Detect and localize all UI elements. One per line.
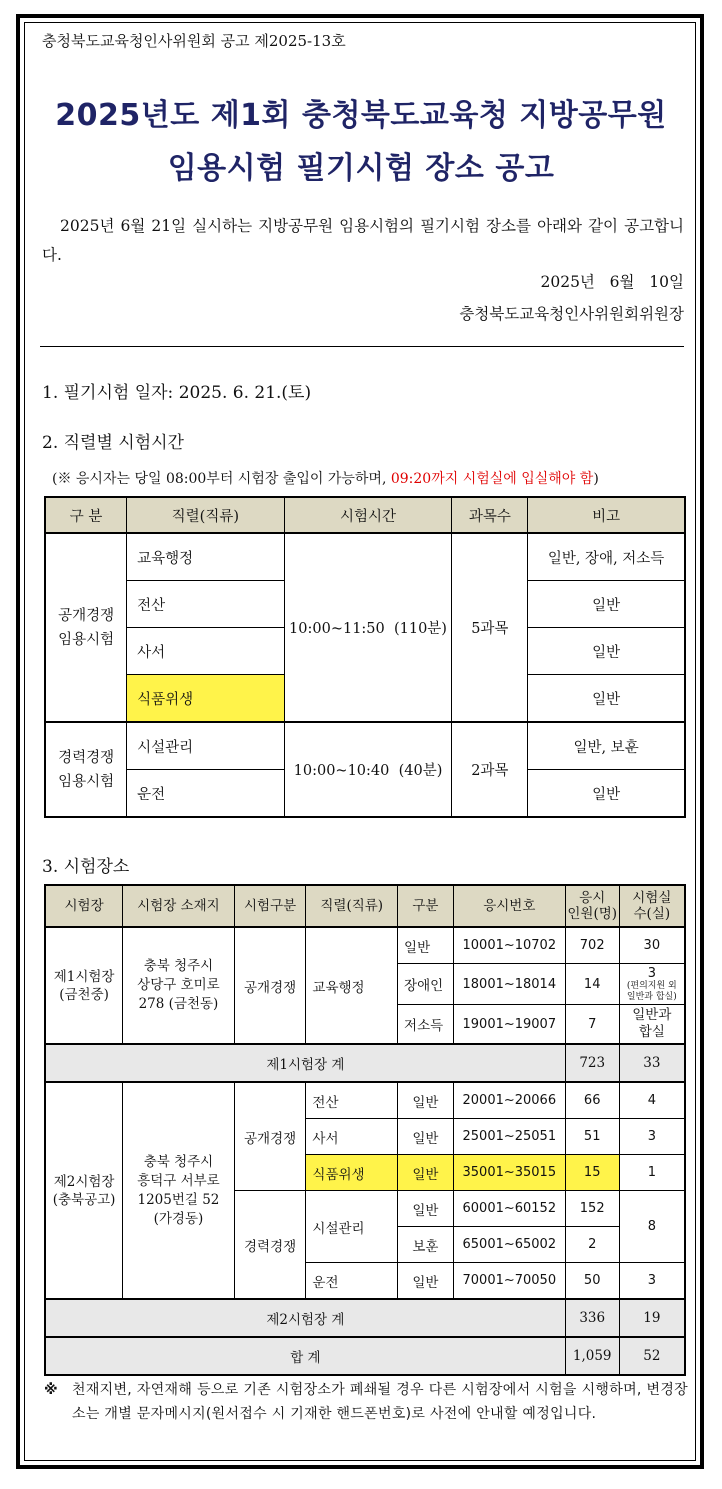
group-open-label: 공개경쟁 임용시험: [45, 533, 127, 722]
col-site: 시험장: [45, 885, 123, 927]
range-cell: 60001~60152: [453, 1191, 565, 1227]
rooms-cell: 1: [619, 1155, 685, 1191]
site1-type: 공개경쟁: [234, 927, 306, 1044]
col-rooms: 시험실 수(실): [619, 885, 685, 927]
footnote-text: 천재지변, 자연재해 등으로 기존 시험장소가 폐쇄될 경우 다른 시험장에서 시험을 시행하며, 변경장소는 개별 문자메시지(원서접수 시 기재한 핸드폰번호)로 사전에 안내할 예정입니다.: [72, 1382, 688, 1422]
cat-cell: 일반: [398, 927, 454, 964]
series-cell: 전산: [306, 1082, 398, 1119]
rooms-cell: 일반과 합실: [619, 1005, 685, 1045]
exam-time-table: [44, 496, 686, 818]
rooms-cell: 30: [619, 927, 685, 964]
entry-note: (※ 응시자는 당일 08:00부터 시험장 출입이 가능하며, 09:20까지 시험실에 입실해야 함): [52, 471, 599, 487]
remark-cell: 일반: [528, 675, 685, 723]
exam-site-table: [44, 884, 686, 1376]
table-row: [45, 533, 685, 581]
count-cell: 14: [565, 964, 619, 1005]
rooms-cell: 4: [619, 1082, 685, 1119]
remark-cell: 일반: [528, 581, 685, 628]
table-row: [45, 1082, 685, 1119]
time-cell: 10:00~10:40 (40분): [284, 722, 452, 817]
col-type: 시험구분: [234, 885, 306, 927]
page-title-line1: 2025년도 제1회 충청북도교육청 지방공무원: [55, 98, 667, 133]
cat-cell: 일반: [398, 1191, 454, 1227]
col-series: 직렬(직류): [127, 497, 284, 533]
total-row: [45, 1337, 685, 1375]
total-rooms: 52: [619, 1337, 685, 1375]
count-cell: 15: [565, 1155, 619, 1191]
site1-name: 제1시험장 (금천중): [45, 927, 123, 1044]
range-cell: 25001~25051: [453, 1119, 565, 1155]
subtotal-rooms: 19: [619, 1299, 685, 1337]
series-cell: 교육행정: [127, 533, 284, 581]
site2-type-career: 경력경쟁: [234, 1191, 306, 1300]
remark-cell: 일반: [528, 770, 685, 818]
subjects-cell: 2과목: [452, 722, 528, 817]
page-title-line2: 임용시험 필기시험 장소 공고: [167, 151, 555, 186]
section2-title: 2. 직렬별 시험시간: [42, 433, 184, 453]
rooms-cell: 3: [619, 1263, 685, 1300]
time-cell: 10:00~11:50 (110분): [284, 533, 452, 722]
cat-cell: 일반: [398, 1082, 454, 1119]
col-category: 구 분: [45, 497, 127, 533]
series-cell: 운전: [306, 1263, 398, 1300]
rooms-cell: 8: [619, 1191, 685, 1263]
range-cell: 18001~18014: [453, 964, 565, 1005]
range-cell: 10001~10702: [453, 927, 565, 964]
col-remark: 비고: [528, 497, 685, 533]
col-series: 직렬(직류): [306, 885, 398, 927]
subtotal-row: [45, 1299, 685, 1337]
cat-cell: 저소득: [398, 1005, 454, 1045]
series-cell: 전산: [127, 581, 284, 628]
count-cell: 50: [565, 1263, 619, 1300]
site2-address: 충북 청주시 흥덕구 서부로 1205번길 52 (가경동): [123, 1082, 235, 1299]
group-career-label: 경력경쟁 임용시험: [45, 722, 127, 817]
table-row: [45, 927, 685, 964]
cat-cell: 장애인: [398, 964, 454, 1005]
range-cell: 35001~35015: [453, 1155, 565, 1191]
count-cell: 51: [565, 1119, 619, 1155]
range-cell: 20001~20066: [453, 1082, 565, 1119]
count-cell: 2: [565, 1227, 619, 1263]
total-label: 합 계: [45, 1337, 565, 1375]
remark-cell: 일반, 보훈: [528, 722, 685, 770]
count-cell: 702: [565, 927, 619, 964]
cat-cell: 일반: [398, 1155, 454, 1191]
notice-date: 2025년 6월 10일: [540, 273, 684, 291]
series-cell-highlight: 식품위생: [127, 675, 284, 723]
subjects-cell: 5과목: [452, 533, 528, 722]
cat-cell: 일반: [398, 1119, 454, 1155]
count-cell: 152: [565, 1191, 619, 1227]
site1-series: 교육행정: [306, 927, 398, 1044]
total-count: 1,059: [565, 1337, 619, 1375]
notice-number: 충청북도교육청인사위원회 공고 제2025-13호: [42, 32, 346, 50]
section1-title: 1. 필기시험 일자: 2025. 6. 21.(토): [42, 383, 312, 403]
series-cell: 운전: [127, 770, 284, 818]
rooms-cell: 3: [619, 1119, 685, 1155]
count-cell: 66: [565, 1082, 619, 1119]
col-count: 응시 인원(명): [565, 885, 619, 927]
site2-name: 제2시험장 (충북공고): [45, 1082, 123, 1299]
site2-type-open: 공개경쟁: [234, 1082, 306, 1191]
col-time: 시험시간: [284, 497, 452, 533]
subtotal-rooms: 33: [619, 1044, 685, 1082]
subtotal-label: 제1시험장 계: [45, 1044, 565, 1082]
subtotal-row: [45, 1044, 685, 1082]
subtotal-count: 723: [565, 1044, 619, 1082]
range-cell: 19001~19007: [453, 1005, 565, 1045]
col-range: 응시번호: [453, 885, 565, 927]
col-address: 시험장 소재지: [123, 885, 235, 927]
remark-cell: 일반: [528, 628, 685, 675]
rooms-note: (편의지원 외 일반과 합실): [626, 980, 677, 1002]
footnote: [44, 1378, 688, 1426]
entry-deadline: 09:20까지 시험실에 입실해야 함: [390, 471, 594, 487]
series-cell: 사서: [306, 1119, 398, 1155]
divider: [40, 346, 684, 347]
site1-address: 충북 청주시 상당구 호미로 278 (금천동): [123, 927, 235, 1044]
subtotal-count: 336: [565, 1299, 619, 1337]
cat-cell: 일반: [398, 1263, 454, 1300]
cat-cell: 보훈: [398, 1227, 454, 1263]
rooms-cell: 3 (편의지원 외 일반과 합실): [619, 964, 685, 1005]
col-cat: 구분: [398, 885, 454, 927]
table-row: [45, 722, 685, 770]
range-cell: 70001~70050: [453, 1263, 565, 1300]
section3-title: 3. 시험장소: [42, 857, 130, 877]
series-cell-highlight: 식품위생: [306, 1155, 398, 1191]
col-subjects: 과목수: [452, 497, 528, 533]
remark-cell: 일반, 장애, 저소득: [528, 533, 685, 581]
count-cell: 7: [565, 1005, 619, 1045]
series-cell: 사서: [127, 628, 284, 675]
issuer: 충청북도교육청인사위원회위원장: [459, 305, 684, 323]
series-cell: 시설관리: [127, 722, 284, 770]
series-cell: 시설관리: [306, 1191, 398, 1263]
range-cell: 65001~65002: [453, 1227, 565, 1263]
intro-paragraph: 2025년 6월 21일 실시하는 지방공무원 임용시험의 필기시험 장소를 아래와 같이 공고합니다.: [42, 217, 684, 264]
footnote-mark: ※: [44, 1382, 58, 1398]
subtotal-label: 제2시험장 계: [45, 1299, 565, 1337]
